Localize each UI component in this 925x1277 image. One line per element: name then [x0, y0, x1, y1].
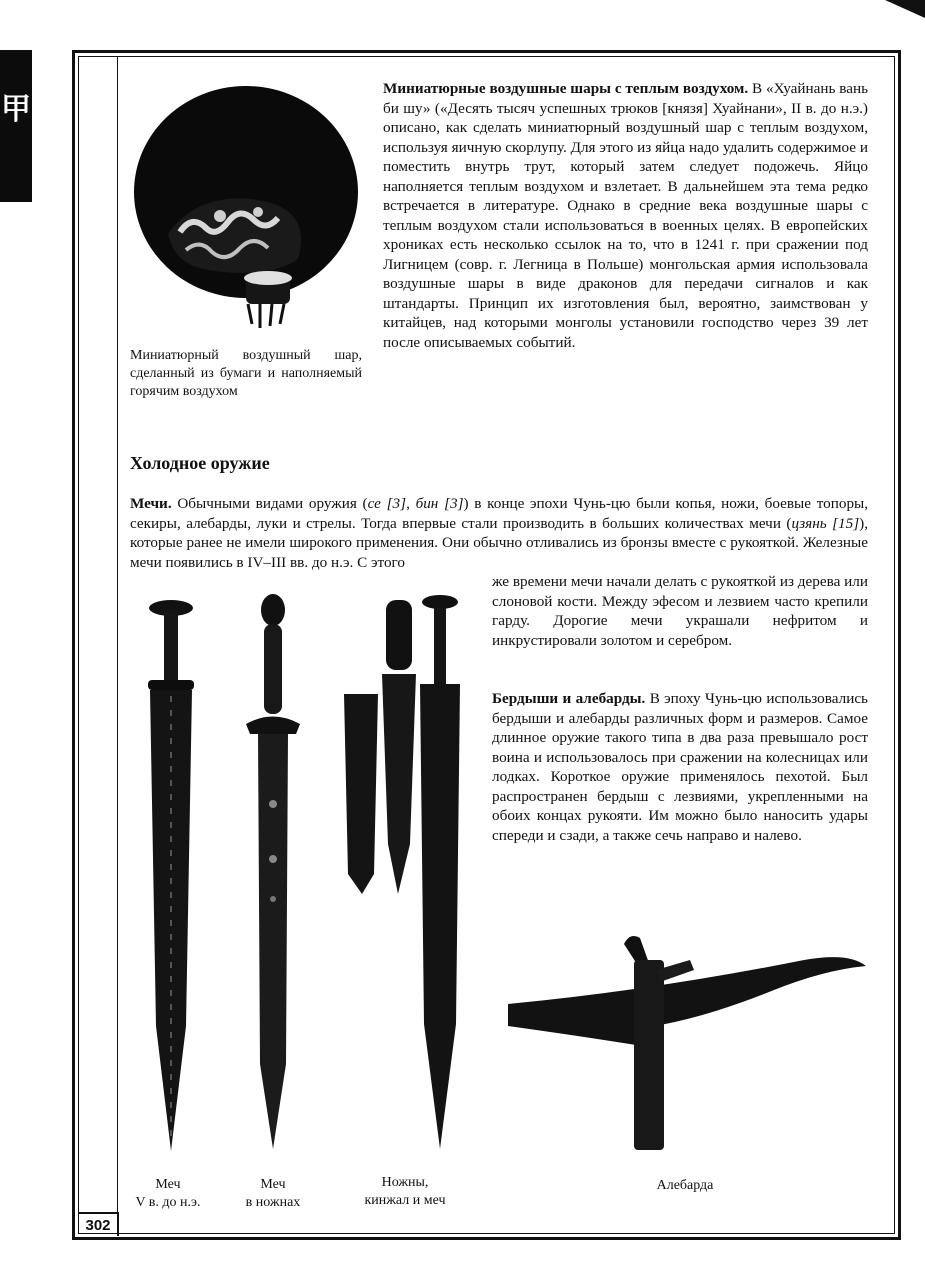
separator: ,	[406, 495, 416, 512]
term-se: се	[367, 495, 381, 512]
balloon-paragraph	[383, 79, 868, 352]
caption-sword-1-line-1: Меч	[155, 1177, 181, 1192]
caption-halberd-line-1: Алебарда	[656, 1178, 714, 1193]
page-number: 302	[79, 1212, 119, 1236]
sword-bronze-illustration	[140, 596, 202, 1156]
term-jian: цзянь	[791, 514, 827, 532]
ref-1: [3]	[386, 495, 407, 512]
margin-rule	[117, 56, 118, 1212]
halberd-paragraph	[492, 689, 868, 845]
halberd-heading: Бердыши и алебарды.	[492, 690, 646, 707]
swords-paragraph	[130, 494, 868, 572]
ref-2: [3]	[444, 495, 464, 512]
ref-3: [15]	[832, 514, 860, 532]
scabbard-dagger-sword-illustration	[336, 594, 476, 1154]
swords-text-1: Обычными видами оружия (	[177, 495, 368, 512]
swords-heading: Мечи.	[130, 495, 172, 512]
balloon-illustration	[128, 84, 368, 334]
swords-continuation: же времени мечи начали делать с рукояткой из дерева или слоновой кости. Между эфесом и лезвием часто крепили гарду. Дорогие мечи украшали нефритом и инкрустировали золотом и серебром.	[492, 573, 868, 649]
caption-sword-1	[118, 1176, 218, 1212]
sword-in-scabbard-illustration	[244, 594, 304, 1154]
caption-sword-2	[226, 1176, 320, 1212]
caption-sword-2-line-2: в ножнах	[245, 1195, 301, 1210]
swords-text-2: ) в конце эпохи Чунь-цю были копья, ножи, боевые топоры, секиры, алебарды, луки и стрелы. Тогда впервые стали производить в больших количествах мечи (	[130, 495, 869, 532]
halberd-illustration	[504, 930, 869, 1160]
balloon-body: В «Хуайнань вань би шу» («Десять тысяч успешных трюков [князя] Хуайнани», II в. до н.э.) описано, как сделать миниатюрный воздушный шар с теплым воздухом, используя яичную скорлупу. Для этого из яйца надо удалить содержимое и поместить внутрь трут, который затем следует подожечь. Яйцо наполняется теплым воздухом и взлетает. В дальнейшем эта тема редко встречается в литературе. Однако в средние века воздушные шары с теплым воздухом стали использоваться в военных целях. В европейских хрониках есть несколько ссылок на то, что в 1241 г. при сражении под Лигницем (совр. г. Легница в Польше) монгольская армия использовала воздушные шары в виде драконов для передачи сигналов и как штандарты. Принцип их изготовления был, вероятно, заимствован у китайцев, над которыми монголы установили господство через 39 лет после описываемых событий.	[383, 80, 869, 351]
halberd-body: В эпоху Чунь-цю использовались бердыши и алебарды различных форм и размеров. Самое длинное оружие такого типа в два раза превышало рост воина и использовалось при сражении на колесницах или лодках. Короткое оружие применялось пехотой. Был распространен бердыш с лезвиями, укрепленными на обоих концах рукояти. Им можно было наносить удары спереди и сзади, а также сечь направо и налево.	[492, 690, 868, 844]
chapter-tab-glyph: 甲	[1, 92, 31, 127]
term-bin: бин	[415, 495, 439, 512]
caption-scabbard-line-2: кинжал и меч	[364, 1193, 446, 1208]
caption-halberd	[630, 1177, 740, 1195]
caption-sword-1-line-2: V в. до н.э.	[135, 1195, 201, 1210]
caption-scabbard-line-1: Ножны,	[381, 1175, 429, 1190]
caption-scabbard	[340, 1174, 470, 1210]
balloon-caption: Миниатюрный воздушный шар, сделанный из бумаги и наполняемый горячим воздухом	[130, 348, 362, 399]
balloon-heading: Миниатюрные воздушные шары с теплым воздухом.	[383, 80, 749, 97]
corner-mark	[885, 0, 925, 18]
swords-text-3: ), которые ранее не имели широкого применения. Они обычно отливались из бронзы вместе с рукояткой. Железные мечи появились в IV–III вв. до н.э. С этого	[130, 514, 868, 571]
section-title: Холодное оружие	[130, 453, 270, 473]
caption-sword-2-line-1: Меч	[260, 1177, 286, 1192]
